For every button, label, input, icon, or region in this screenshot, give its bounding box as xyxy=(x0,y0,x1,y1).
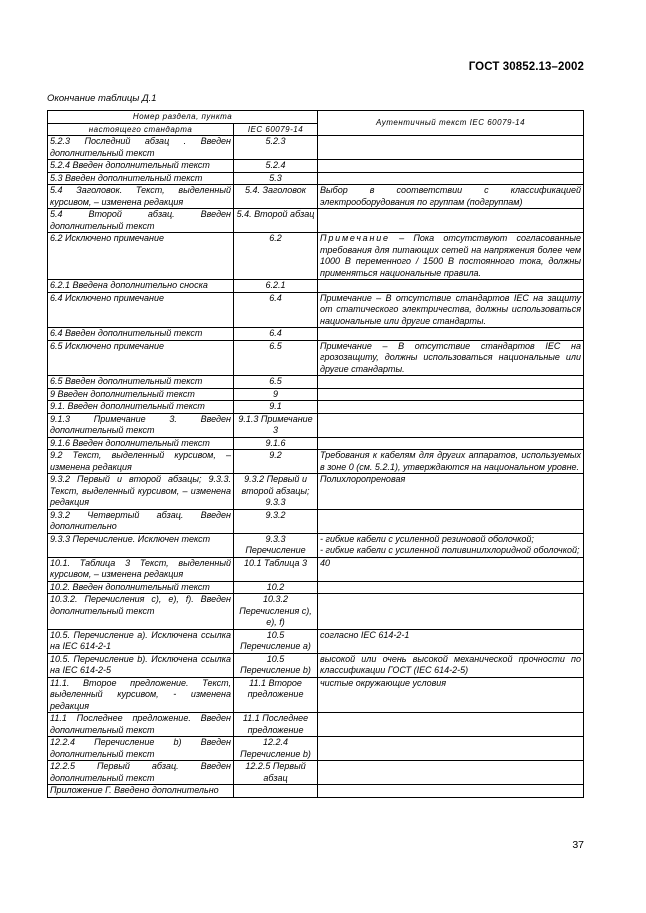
cell-standard-clause: 10.5. Перечисление b). Исключена ссылка на IEC 614-2-5 xyxy=(48,653,234,677)
cell-iec-clause: 6.5 xyxy=(234,376,318,389)
cell-iec-clause: 9.3.2 xyxy=(234,509,318,533)
cell-authentic-text xyxy=(318,388,584,401)
cell-standard-clause: 5.2.3 Последний абзац . Введен дополнительный текст xyxy=(48,136,234,160)
cell-iec-clause: 9.3.2 Первый и второй абзацы; 9.3.3 xyxy=(234,474,318,510)
cell-iec-clause: 9.1 xyxy=(234,401,318,414)
cell-authentic-text xyxy=(318,737,584,761)
table-row xyxy=(48,209,584,233)
cell-iec-clause: 12.2.5 Первый абзац xyxy=(234,761,318,785)
page-number: 37 xyxy=(572,839,584,851)
cell-authentic-text: Полихлоропреновая xyxy=(318,474,584,510)
table-row xyxy=(48,388,584,401)
table-row xyxy=(48,292,584,328)
table-row xyxy=(48,557,584,581)
cell-iec-clause: 10.5 Перечисление а) xyxy=(234,629,318,653)
table-row xyxy=(48,653,584,677)
cell-standard-clause: 6.5 Исключено примечание xyxy=(48,340,234,376)
cell-iec-clause: 5.2.4 xyxy=(234,160,318,173)
table-row xyxy=(48,677,584,713)
cell-iec-clause: 9 xyxy=(234,388,318,401)
cell-standard-clause: 6.4 Исключено примечание xyxy=(48,292,234,328)
table-row xyxy=(48,785,584,798)
cell-authentic-text xyxy=(318,172,584,185)
table-row xyxy=(48,413,584,437)
header-this-standard: настоящего стандарта xyxy=(48,123,234,136)
cell-iec-clause: 12.2.4 Перечисление b) xyxy=(234,737,318,761)
cell-authentic-text: Примечание – В отсутствие стандартов IEC на грозозащиту, должны использоваться национальные или другие стандарты. xyxy=(318,340,584,376)
cell-standard-clause: 12.2.4 Перечисление b) Введен дополнительный текст xyxy=(48,737,234,761)
cell-iec-clause xyxy=(234,785,318,798)
cell-authentic-text xyxy=(318,376,584,389)
cell-standard-clause: 9.3.2 Первый и второй абзацы; 9.3.3. Текст, выделенный курсивом, – изменена редакция xyxy=(48,474,234,510)
table-row xyxy=(48,629,584,653)
cell-authentic-text: 40 xyxy=(318,557,584,581)
cell-authentic-text xyxy=(318,594,584,630)
cell-authentic-text xyxy=(318,785,584,798)
cell-authentic-text xyxy=(318,401,584,414)
cell-iec-clause: 6.4 xyxy=(234,328,318,341)
table-row xyxy=(48,401,584,414)
cell-standard-clause: 11.1 Последнее предложение. Введен дополнительный текст xyxy=(48,713,234,737)
cell-authentic-text xyxy=(318,233,584,280)
cell-standard-clause: 5.2.4 Введен дополнительный текст xyxy=(48,160,234,173)
cell-iec-clause: 5.4. Второй абзац xyxy=(234,209,318,233)
table-row xyxy=(48,533,584,557)
table-row xyxy=(48,437,584,450)
cell-standard-clause: 5.4 Заголовок. Текст, выделенный курсивом, – изменена редакция xyxy=(48,185,234,209)
cell-standard-clause: 9.3.3 Перечисление. Исключен текст xyxy=(48,533,234,557)
cell-standard-clause: 5.3 Введен дополнительный текст xyxy=(48,172,234,185)
header-iec-standard: IEC 60079-14 xyxy=(234,123,318,136)
note-label: Примечание xyxy=(320,233,390,243)
cell-standard-clause: 12.2.5 Первый абзац. Введен дополнительный текст xyxy=(48,761,234,785)
table-row xyxy=(48,474,584,510)
table-row xyxy=(48,594,584,630)
cell-authentic-text: высокой или очень высокой механической прочности по классификации ГОСТ (IEC 614-2-5) xyxy=(318,653,584,677)
cell-standard-clause: 10.2. Введен дополнительный текст xyxy=(48,581,234,594)
cell-iec-clause: 5.2.3 xyxy=(234,136,318,160)
table-row xyxy=(48,761,584,785)
cell-authentic-text xyxy=(318,160,584,173)
header-authentic-text: Аутентичный текст IEC 60079-14 xyxy=(318,111,584,136)
cell-standard-clause: 5.4 Второй абзац. Введен дополнительный текст xyxy=(48,209,234,233)
cell-iec-clause: 6.4 xyxy=(234,292,318,328)
cell-standard-clause: 6.2.1 Введена дополнительно сноска xyxy=(48,280,234,293)
cell-authentic-text xyxy=(318,280,584,293)
cell-iec-clause: 11.1 Второе предложение xyxy=(234,677,318,713)
cell-iec-clause: 11.1 Последнее предложение xyxy=(234,713,318,737)
table-row xyxy=(48,581,584,594)
cell-iec-clause: 6.5 xyxy=(234,340,318,376)
cell-standard-clause: 9 Введен дополнительный текст xyxy=(48,388,234,401)
cell-standard-clause: Приложение Г. Введено дополнительно xyxy=(48,785,234,798)
cell-iec-clause: 9.1.3 Примечание 3 xyxy=(234,413,318,437)
cell-standard-clause: 9.2 Текст, выделенный курсивом, –изменена редакция xyxy=(48,450,234,474)
standard-designation: ГОСТ 30852.13–2002 xyxy=(468,61,584,73)
cell-authentic-text xyxy=(318,136,584,160)
table-row xyxy=(48,280,584,293)
table-body xyxy=(48,136,584,798)
cell-iec-clause: 6.2 xyxy=(234,233,318,280)
cell-iec-clause: 10.1 Таблица 3 xyxy=(234,557,318,581)
cell-iec-clause: 5.3 xyxy=(234,172,318,185)
cell-authentic-text: - гибкие кабели с усиленной резиновой оболочкой; - гибкие кабели с усиленной поливинилхлоридной оболочкой; xyxy=(318,533,584,557)
cell-authentic-text xyxy=(318,509,584,533)
correspondence-table xyxy=(47,110,584,798)
table-caption: Окончание таблицы Д.1 xyxy=(47,93,157,104)
cell-iec-clause: 5.4. Заголовок xyxy=(234,185,318,209)
header-section-number: Номер раздела, пункта xyxy=(48,111,318,124)
cell-authentic-text xyxy=(318,437,584,450)
cell-authentic-text xyxy=(318,713,584,737)
cell-authentic-text: согласно IEC 614-2-1 xyxy=(318,629,584,653)
cell-authentic-text xyxy=(318,413,584,437)
cell-iec-clause: 6.2.1 xyxy=(234,280,318,293)
table-row xyxy=(48,376,584,389)
cell-authentic-text: Требования к кабелям для других аппаратов, используемых в зоне 0 (см. 5.2.1), утверждаются на национальном уровне. xyxy=(318,450,584,474)
cell-authentic-text xyxy=(318,209,584,233)
table-row xyxy=(48,509,584,533)
table-row xyxy=(48,136,584,160)
cell-authentic-text: Выбор в соответствии с классификацией электрооборудования по группам (подгруппам) xyxy=(318,185,584,209)
note-text: – Пока отсутствуют согласованные требования для питающих сетей на напряжения более чем 1000 В переменного / 1500 В постоянного тока, должны применяться национальные правила. xyxy=(320,233,582,278)
cell-standard-clause: 9.1.3 Примечание 3. Введен дополнительный текст xyxy=(48,413,234,437)
table-row xyxy=(48,185,584,209)
cell-standard-clause: 11.1. Второе предложение. Текст, выделенный курсивом, - изменена редакция xyxy=(48,677,234,713)
table-row xyxy=(48,172,584,185)
table-row xyxy=(48,340,584,376)
cell-standard-clause: 10.5. Перечисление а). Исключена ссылка на IEC 614-2-1 xyxy=(48,629,234,653)
cell-iec-clause: 9.1.6 xyxy=(234,437,318,450)
cell-authentic-text: Примечание – В отсутствие стандартов IEC на защиту от статического электричества, должны использоваться национальные или другие стандарты. xyxy=(318,292,584,328)
cell-standard-clause: 6.4 Введен дополнительный текст xyxy=(48,328,234,341)
cell-iec-clause: 9.2 xyxy=(234,450,318,474)
table-row xyxy=(48,160,584,173)
cell-authentic-text: чистые окружающие условия xyxy=(318,677,584,713)
cell-standard-clause: 6.2 Исключено примечание xyxy=(48,233,234,280)
table-row xyxy=(48,328,584,341)
cell-standard-clause: 9.1. Введен дополнительный текст xyxy=(48,401,234,414)
cell-standard-clause: 10.3.2. Перечисления с), е), f). Введен дополнительный текст xyxy=(48,594,234,630)
cell-standard-clause: 6.5 Введен дополнительный текст xyxy=(48,376,234,389)
cell-authentic-text xyxy=(318,328,584,341)
cell-standard-clause: 9.1.6 Введен дополнительный текст xyxy=(48,437,234,450)
table-row xyxy=(48,233,584,280)
cell-authentic-text xyxy=(318,761,584,785)
cell-iec-clause: 10.3.2 Перечисления с), е), f) xyxy=(234,594,318,630)
cell-standard-clause: 9.3.2 Четвертый абзац. Введен дополнительно xyxy=(48,509,234,533)
cell-authentic-text xyxy=(318,581,584,594)
cell-iec-clause: 10.2 xyxy=(234,581,318,594)
table-row xyxy=(48,713,584,737)
cell-iec-clause: 10.5 Перечисление b) xyxy=(234,653,318,677)
cell-standard-clause: 10.1. Таблица 3 Текст, выделенный курсивом, – изменена редакция xyxy=(48,557,234,581)
cell-iec-clause: 9.3.3 Перечисление xyxy=(234,533,318,557)
table-row xyxy=(48,450,584,474)
table-row xyxy=(48,737,584,761)
